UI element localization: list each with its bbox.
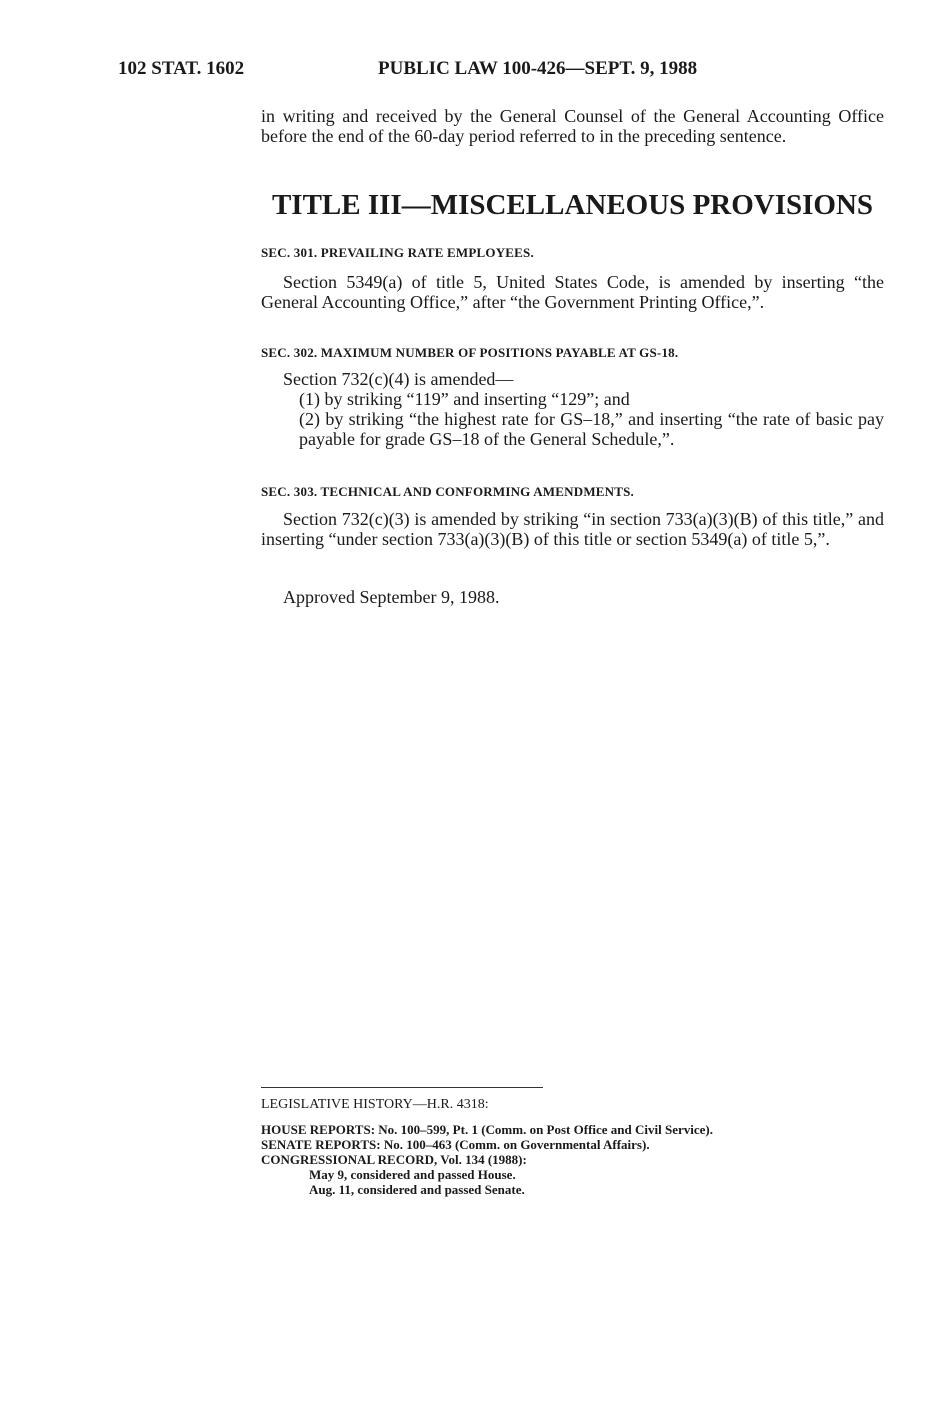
intro-paragraph (261, 106, 884, 146)
section-302-heading: SEC. 302. MAXIMUM NUMBER OF POSITIONS PAYABLE AT GS-18. (261, 345, 679, 360)
senate-reports: SENATE REPORTS: No. 100–463 (Comm. on Governmental Affairs). (261, 1137, 650, 1152)
section-302-item-2: (2) by striking “the highest rate for GS–18,” and inserting “the rate of basic pay payable for grade GS–18 of the General Schedule,”. (299, 409, 884, 449)
section-301-heading: SEC. 301. PREVAILING RATE EMPLOYEES. (261, 245, 534, 260)
section-301-text: Section 5349(a) of title 5, United States Code, is amended by inserting “the General Accounting Office,” after “the Government Printing Office,”. (261, 272, 884, 312)
record-entry-senate: Aug. 11, considered and passed Senate. (309, 1182, 525, 1197)
section-302-body (261, 369, 884, 449)
section-302-lead: Section 732(c)(4) is amended— (283, 369, 514, 389)
section-301-body (261, 272, 884, 312)
section-303-heading: SEC. 303. TECHNICAL AND CONFORMING AMENDMENTS. (261, 484, 634, 499)
legislative-history-list (261, 1122, 881, 1197)
public-law-citation: PUBLIC LAW 100-426—SEPT. 9, 1988 (378, 58, 698, 79)
title-heading: TITLE III—MISCELLANEOUS PROVISIONS (271, 189, 874, 221)
stat-page-number: 102 STAT. 1602 (118, 58, 245, 79)
congressional-record: CONGRESSIONAL RECORD, Vol. 134 (1988): (261, 1152, 527, 1167)
intro-text: in writing and received by the General Counsel of the General Accounting Office before the end of the 60-day period referred to in the preceding sentence. (261, 106, 884, 146)
house-reports: HOUSE REPORTS: No. 100–599, Pt. 1 (Comm. on Post Office and Civil Service). (261, 1122, 713, 1137)
approval-date: Approved September 9, 1988. (283, 587, 500, 607)
section-303-text: Section 732(c)(3) is amended by striking “in section 733(a)(3)(B) of this title,” and inserting “under section 733(a)(3)(B) of this title or section 5349(a) of title 5,”. (261, 509, 884, 549)
legislative-history-title: LEGISLATIVE HISTORY—H.R. 4318: (261, 1097, 489, 1112)
section-302-item-1: (1) by striking “119” and inserting “129”; and (299, 389, 630, 409)
record-entry-house: May 9, considered and passed House. (309, 1167, 516, 1182)
footnote-divider (261, 1087, 543, 1088)
page-header (118, 58, 818, 84)
section-303-body (261, 509, 884, 549)
